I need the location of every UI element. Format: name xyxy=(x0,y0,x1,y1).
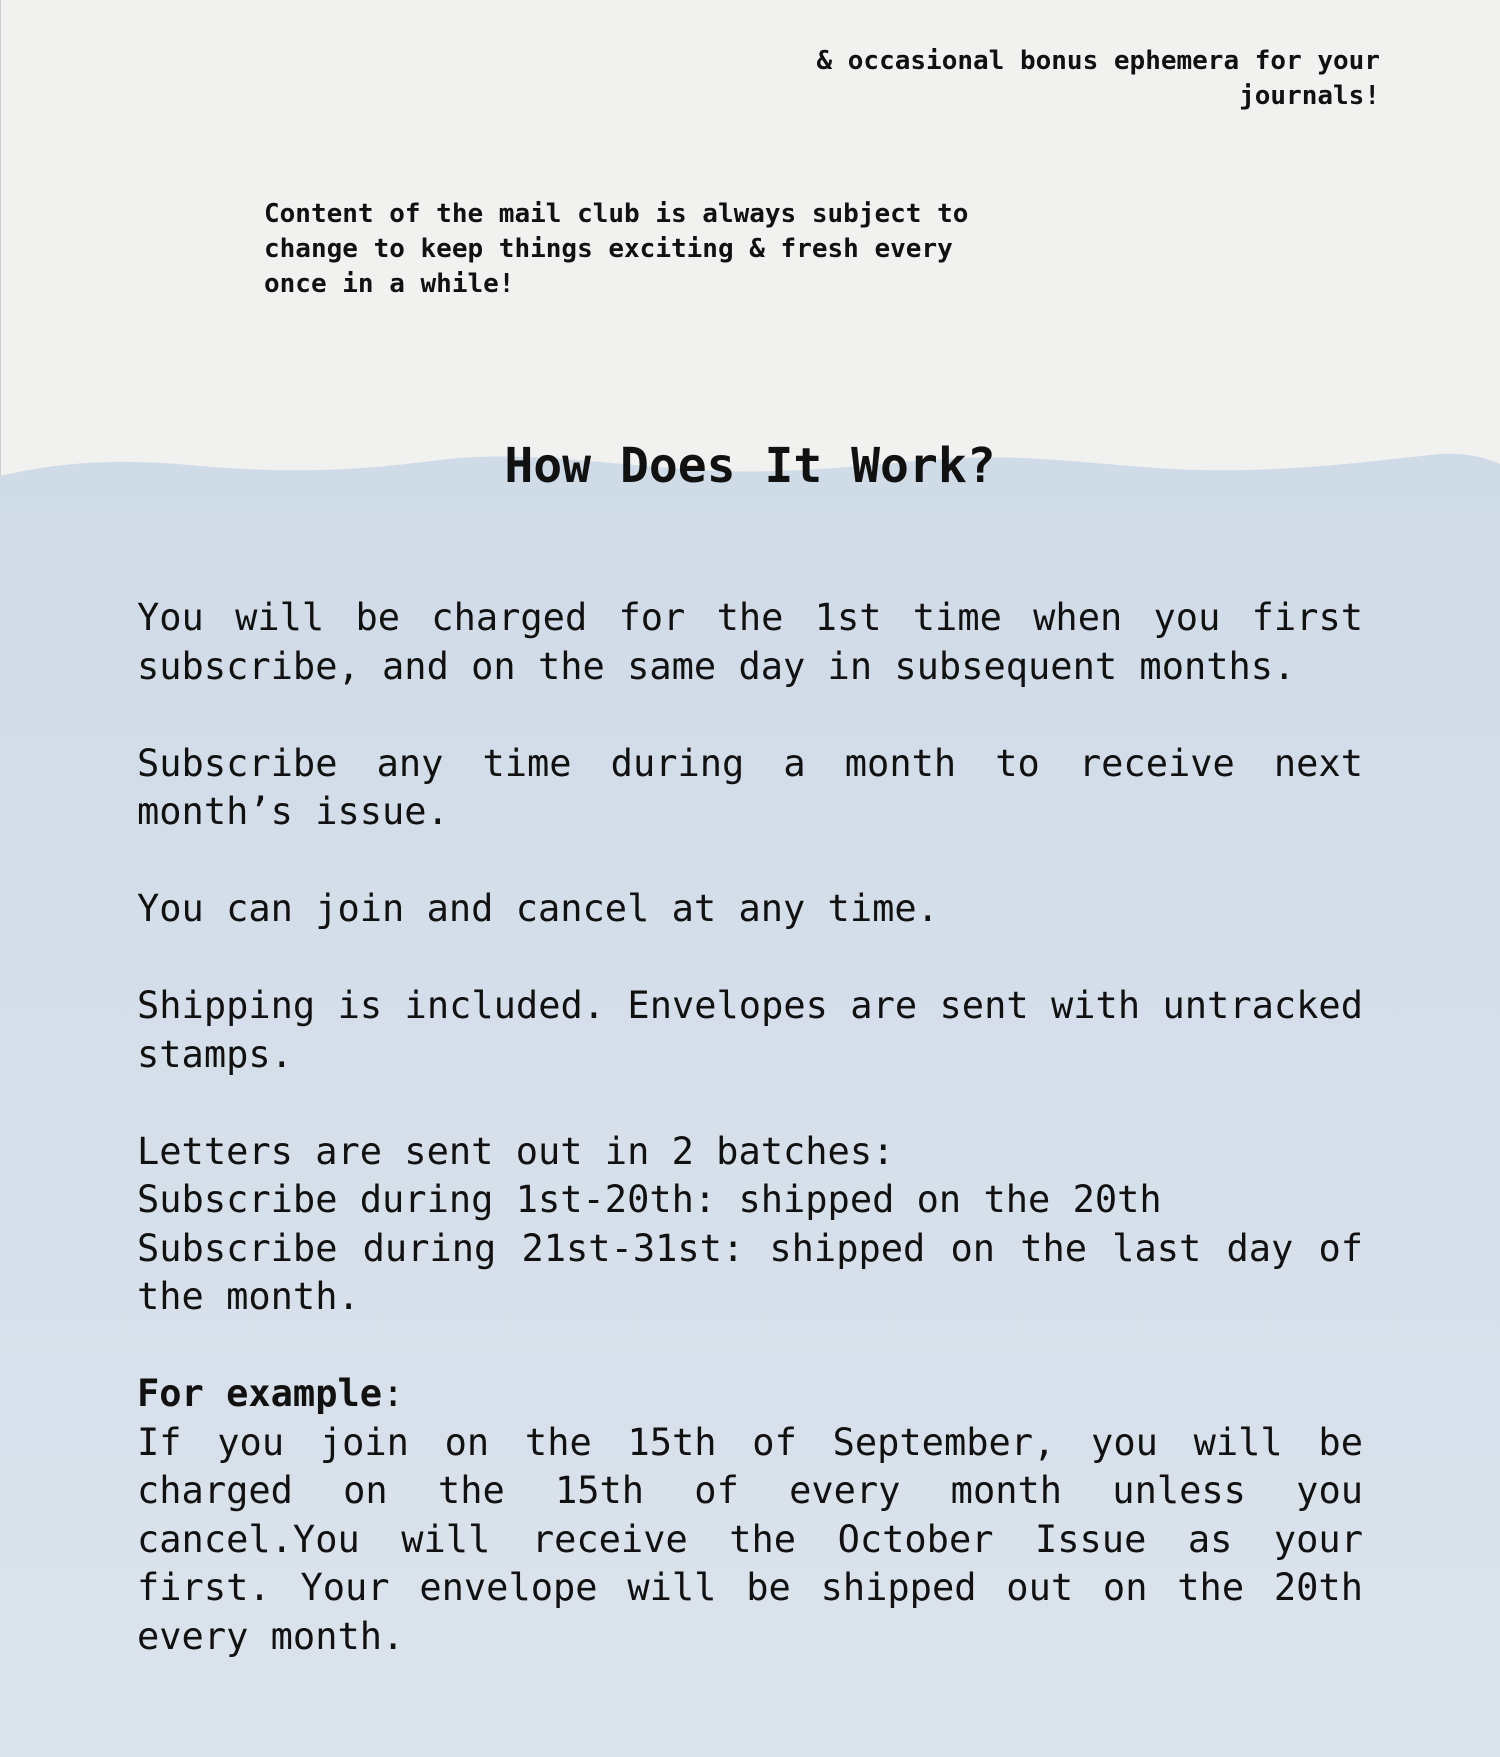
how-it-works-body xyxy=(137,594,1363,1661)
batch-two: Subscribe during 21st-31st: shipped on the last day of the month. xyxy=(137,1226,1363,1318)
bonus-ephemera-note: & occasional bonus ephemera for your journals! xyxy=(816,46,1380,111)
charging-paragraph: You will be charged for the 1st time when you first subscribe, and on the same day in subsequent months. xyxy=(137,596,1363,688)
example-paragraph xyxy=(137,1370,1363,1661)
batches-intro: Letters are sent out in 2 batches: xyxy=(137,1129,895,1173)
how-it-works-heading: How Does It Work? xyxy=(504,438,996,494)
example-heading-line xyxy=(137,1370,1363,1419)
content-change-note: Content of the mail club is always subject to change to keep things exciting & fresh every once in a while! xyxy=(264,199,969,299)
shipping-paragraph: Shipping is included. Envelopes are sent with untracked stamps. xyxy=(137,984,1363,1076)
batches-paragraph xyxy=(137,1128,1363,1322)
batch-one: Subscribe during 1st-20th: shipped on the 20th xyxy=(137,1178,1162,1221)
join-cancel-paragraph: You can join and cancel at any time. xyxy=(137,887,939,930)
example-label: For example xyxy=(137,1372,383,1415)
example-text: If you join on the 15th of September, you will be charged on the 15th of every month unless you cancel.You will receive the October Issue as your first. Your envelope will be shipped out on the 20th every month. xyxy=(137,1420,1363,1658)
example-colon: : xyxy=(382,1372,405,1415)
subscribe-timing-paragraph: Subscribe any time during a month to receive next month’s issue. xyxy=(137,741,1363,833)
